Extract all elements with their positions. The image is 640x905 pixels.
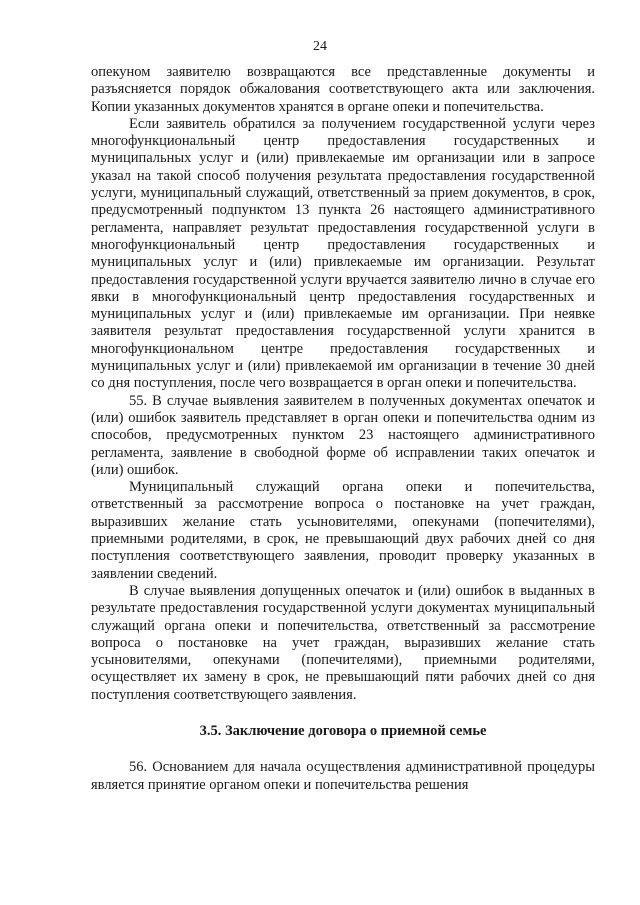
- paragraph-check-info: Муниципальный служащий органа опеки и попечительства, ответственный за рассмотрение вопроса о постановке на учет граждан, выразивших желание стать усыновителями, опекунами (попечителями), приемными родителями, в срок, не превышающий двух рабочих дней со дня поступления соответствующего заявления, проводит проверку указанных в заявлении сведений.: [91, 479, 595, 582]
- document-body: [91, 64, 595, 794]
- page-number: 24: [313, 39, 327, 54]
- paragraph-errors-replacement: В случае выявления допущенных опечаток и (или) ошибок в выданных в результате предоставления государственной услуги документах муниципальный служащий органа опеки и попечительства, ответственный за рассмотрение вопроса о постановке на учет граждан, выразивших желание стать усыновителями, опекунами (попечителями), приемными родителями, осуществляет их замену в срок, не превышающий пяти рабочих дней со дня поступления соответствующего заявления.: [91, 582, 595, 703]
- section-heading: 3.5. Заключение договора о приемной семье: [199, 722, 487, 739]
- paragraph-56: 56. Основанием для начала осуществления административной процедуры является принятие органом опеки и попечительства решения: [91, 759, 595, 793]
- paragraph-55: 55. В случае выявления заявителем в полученных документах опечаток и (или) ошибок заявитель представляет в орган опеки и попечительства одним из способов, предусмотренных пунктом 23 настоящего административного регламента, заявление в свободной форме об исправлении таких опечаток и (или) ошибок.: [91, 392, 595, 478]
- paragraph-continuation: опекуном заявителю возвращаются все представленные документы и разъясняется порядок обжалования соответствующего акта или заключения. Копии указанных документов хранятся в органе опеки и попечительства.: [91, 64, 595, 115]
- paragraph-mfc-result: Если заявитель обратился за получением государственной услуги через многофункциональный центр предоставления государственных и муниципальных услуг и (или) привлекаемые им организации или в запросе указал на такой способ получения результата предоставления государственной услуги, муниципальный служащий, ответственный за прием документов, в срок, предусмотренный подпунктом 13 пункта 26 настоящего административного регламента, направляет результат предоставления государственной услуги в многофункциональный центр предоставления государственных и муниципальных услуг и (или) привлекаемые им организации. Результат предоставления государственной услуги вручается заявителю лично в случае его явки в многофункциональный центр предоставления государственных и муниципальных услуг и (или) привлекаемые им организации. При неявке заявителя результат предоставления государственной услуги хранится в многофункциональном центре предоставления государственных и муниципальных услуг и (или) привлекаемой им организации в течение 30 дней со дня поступления, после чего возвращается в орган опеки и попечительства.: [91, 115, 595, 392]
